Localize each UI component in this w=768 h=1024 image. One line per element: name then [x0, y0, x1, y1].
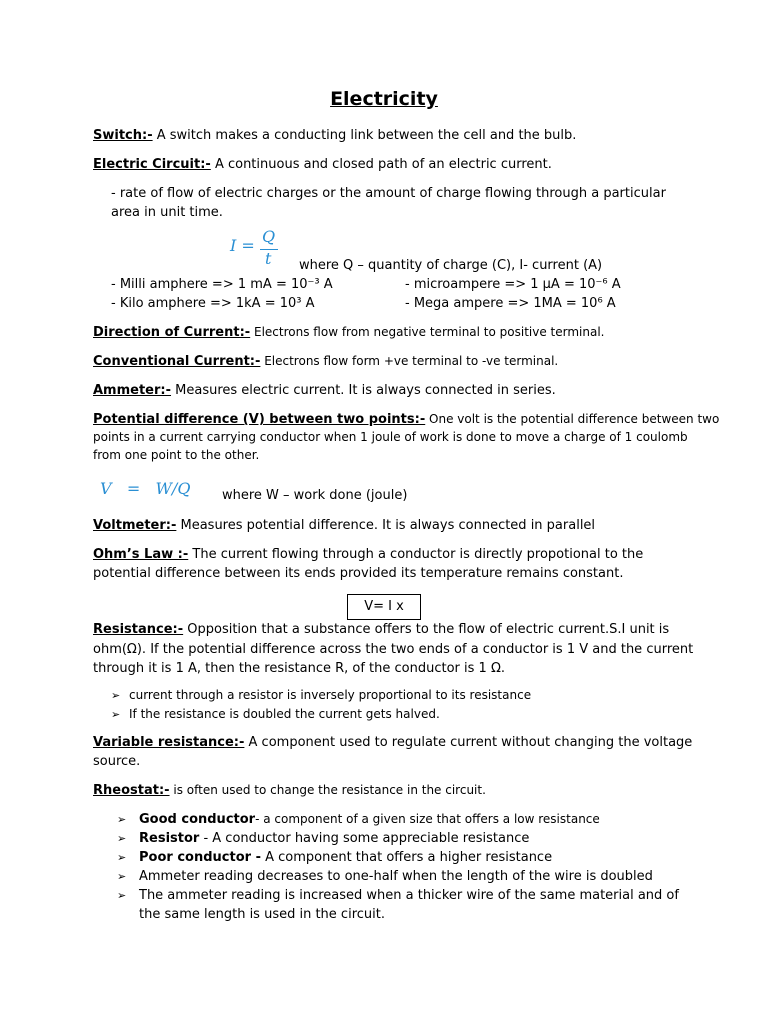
switch-term: Switch:- [93, 128, 153, 143]
ammeter-half-item: Ammeter reading decreases to one-half when the length of the wire is doubled [139, 869, 653, 884]
ohm-term: Ohm’s Law :- [93, 547, 189, 562]
circuit-text: A continuous and closed path of an electric current. [210, 157, 552, 172]
arrow-bullet-icon: ➢ [117, 832, 127, 845]
unit-kilo: - Kilo amphere => 1kA = 10³ A [111, 296, 315, 311]
poor-conductor-term: Poor conductor - [139, 850, 261, 865]
circuit-definition [93, 155, 552, 174]
arrow-bullet-icon: ➢ [117, 851, 127, 864]
resistance-line2: ohm(Ω). If the potential difference across the two ends of a conductor is 1 V and the current [93, 642, 694, 657]
variable-term: Variable resistance:- [93, 735, 245, 750]
rheostat-definition [93, 781, 486, 800]
poor-conductor-text: A component that offers a higher resistance [260, 850, 553, 865]
ammeter-term: Ammeter:- [93, 383, 172, 398]
resistance-term: Resistance:- [93, 622, 184, 637]
ohm-law-line1 [93, 545, 643, 564]
conventional-text: Electrons flow form +ve terminal to -ve terminal. [260, 354, 559, 368]
resistance-text1: Opposition that a substance offers to the flow of electric current.S.I unit is [183, 622, 670, 637]
resistor-text: - A conductor having some appreciable resistance [199, 831, 530, 846]
conventional-definition [93, 352, 558, 371]
arrow-bullet-icon: ➢ [111, 708, 121, 721]
unit-micro: - microampere => 1 µA = 10⁻⁶ A [405, 277, 621, 292]
switch-text: A switch makes a conducting link between the cell and the bulb. [152, 128, 577, 143]
resistor-term: Resistor [139, 831, 200, 846]
current-definition-line2: area in unit time. [111, 205, 223, 220]
resistance-line1 [93, 620, 669, 639]
direction-definition [93, 323, 604, 342]
potential-text1: One volt is the potential difference between two [425, 412, 720, 426]
page-title: Electricity [330, 88, 438, 110]
ohm-law-line2: potential difference between its ends provided its temperature remains constant. [93, 566, 624, 581]
good-conductor-text: - a component of a given size that offers a low resistance [255, 812, 600, 826]
potential-definition-line2: points in a current carrying conductor when 1 joule of work is done to move a charge of 1 coulomb [93, 430, 688, 444]
current-definition-line1: - rate of flow of electric charges or the amount of charge flowing through a particular [111, 186, 666, 201]
current-formula-note: where Q – quantity of charge (C), I- current (A) [299, 258, 603, 273]
rheostat-term: Rheostat:- [93, 783, 170, 798]
potential-definition-line1 [93, 410, 719, 429]
resistor-item [139, 829, 529, 848]
good-conductor-term: Good conductor [139, 812, 256, 827]
thicker-wire-item-line1: The ammeter reading is increased when a thicker wire of the same material and of [139, 888, 679, 903]
arrow-bullet-icon: ➢ [117, 813, 127, 826]
thicker-wire-item-line2: the same length is used in the circuit. [139, 907, 385, 922]
resistance-line3: through it is 1 A, then the resistance R, of the conductor is 1 Ω. [93, 661, 506, 676]
potential-term: Potential difference (V) between two points:- [93, 412, 426, 427]
circuit-term: Electric Circuit:- [93, 157, 211, 172]
current-formula [230, 227, 290, 271]
unit-mega: - Mega ampere => 1MA = 10⁶ A [405, 296, 616, 311]
unit-milli: - Milli amphere => 1 mA = 10⁻³ A [111, 277, 333, 292]
resistance-bullet-1: current through a resistor is inversely proportional to its resistance [129, 688, 532, 702]
voltage-formula-note: where W – work done (joule) [222, 488, 408, 503]
variable-text1: A component used to regulate current without changing the voltage [244, 735, 693, 750]
arrow-bullet-icon: ➢ [117, 889, 127, 902]
ohm-text1: The current flowing through a conductor is directly propotional to the [188, 547, 644, 562]
voltage-formula: V = W/Q [100, 479, 191, 498]
ammeter-definition [93, 381, 556, 400]
conventional-term: Conventional Current:- [93, 354, 261, 369]
direction-text: Electrons flow from negative terminal to positive terminal. [250, 325, 605, 339]
voltmeter-definition [93, 516, 595, 535]
good-conductor-item [139, 810, 600, 829]
arrow-bullet-icon: ➢ [117, 870, 127, 883]
resistance-bullet-2: If the resistance is doubled the current gets halved. [129, 707, 440, 721]
switch-definition [93, 126, 576, 145]
formula-lhs: I = [230, 236, 255, 255]
variable-resistance-line1 [93, 733, 692, 752]
ohm-formula-box: V= I x [347, 594, 421, 620]
poor-conductor-item [139, 848, 552, 867]
arrow-bullet-icon: ➢ [111, 689, 121, 702]
voltmeter-term: Voltmeter:- [93, 518, 177, 533]
formula-numerator: Q [262, 227, 276, 246]
voltmeter-text: Measures potential difference. It is always connected in parallel [176, 518, 596, 533]
ammeter-text: Measures electric current. It is always connected in series. [171, 383, 556, 398]
rheostat-text: is often used to change the resistance in the circuit. [169, 783, 486, 797]
formula-denominator: t [265, 249, 272, 268]
direction-term: Direction of Current:- [93, 325, 251, 340]
potential-definition-line3: from one point to the other. [93, 448, 260, 462]
variable-resistance-line2: source. [93, 754, 141, 769]
